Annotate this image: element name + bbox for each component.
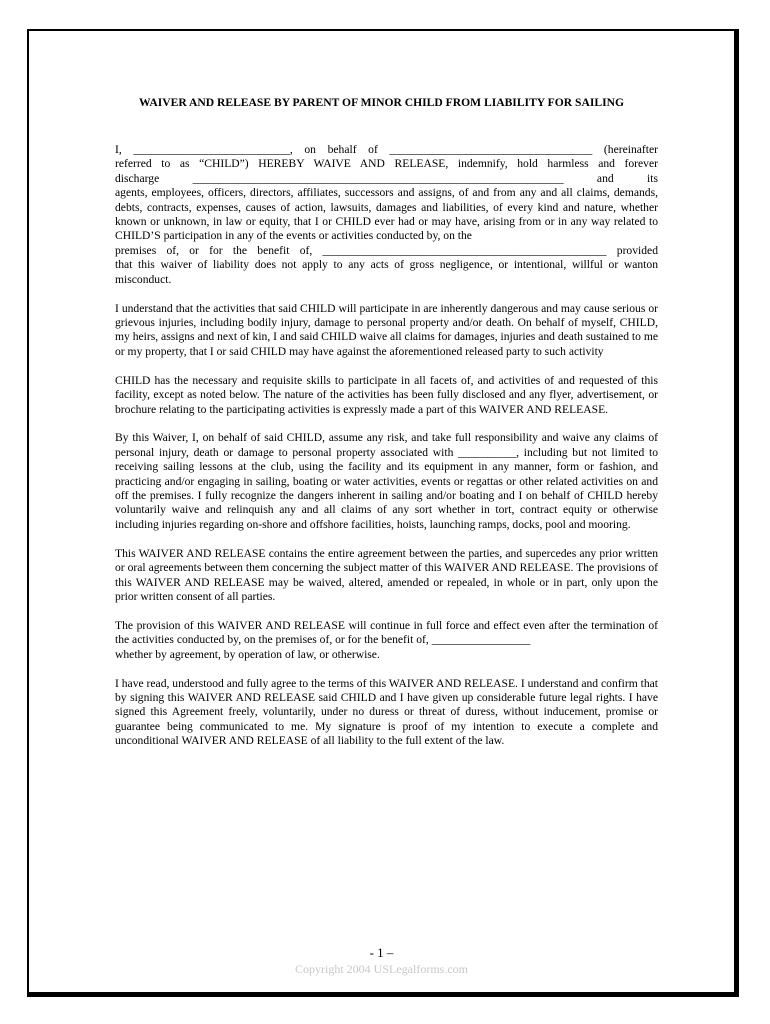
copyright-notice: Copyright 2004 USLegalforms.com: [295, 962, 468, 976]
p1-line-3: discharge ________________________________________________________________ and its: [115, 171, 658, 185]
paragraph-7: I have read, understood and fully agree to the terms of this WAIVER AND RELEASE. I understand and confirm that by signing this WAIVER AND RELEASE said CHILD and I have given up considerable future legal rights. I have signed this Agreement freely, voluntarily, under no duress or threat of duress, without inducement, promise or guarantee being communicated to me. My signature is proof of my intention to execute a complete and unconditional WAIVER AND RELEASE of all liability to the full extent of the law.: [115, 676, 658, 748]
document-page: [27, 29, 739, 997]
p1-line-5: premises of, or for the benefit of, _________________________________________________ provided: [115, 243, 658, 257]
p6-line-2: whether by agreement, by operation of law, or otherwise.: [115, 647, 380, 661]
paragraph-5: This WAIVER AND RELEASE contains the entire agreement between the parties, and supercedes any prior written or oral agreements between them concerning the subject matter of this WAIVER AND RELEASE. The provisions of this WAIVER AND RELEASE may be waived, altered, amended or repealed, in whole or in part, only upon the prior written consent of all parties.: [115, 546, 658, 603]
paragraph-1: [115, 143, 658, 287]
paragraph-4: By this Waiver, I, on behalf of said CHILD, assume any risk, and take full responsibility and waive any claims of personal injury, death or damage to personal property associated with __________, including but not limited to receiving sailing lessons at the club, using the facility and its equipment in any manner, form or fashion, and practicing and/or engaging in sailing, boating or water activities, events or regattas or other related activities on and off the premises. I fully recognize the dangers inherent in sailing and/or boating and I on behalf of CHILD hereby voluntarily waive and relinquish any and all claims of any sort whether in tort, contract equity or otherwise including injuries regarding on-shore and offshore facilities, hoists, launching ramps, docks, pool and mooring.: [115, 431, 658, 531]
p1-line-2: referred to as “CHILD”) HEREBY WAIVE AND RELEASE, indemnify, hold harmless and forever: [115, 157, 658, 171]
paragraph-2: I understand that the activities that said CHILD will participate in are inherently dangerous and may cause serious or grievous injuries, including bodily injury, damage to personal property and/or death. On behalf of myself, CHILD, my heirs, assigns and next of kin, I and said CHILD waive all claims for damages, injuries and death sustained to me or my property, that I or said CHILD may have against the aforementioned released party to such activity: [115, 301, 658, 358]
paragraph-3: CHILD has the necessary and requisite skills to participate in all facets of, and activities of and requested of this facility, except as noted below. The nature of the activities has been fully disclosed and any flyer, advertisement, or brochure relating to the participating activities is expressly made a part of this WAIVER AND RELEASE.: [115, 373, 658, 416]
document-title: WAIVER AND RELEASE BY PARENT OF MINOR CHILD FROM LIABILITY FOR SAILING: [139, 96, 624, 109]
page-number: - 1 –: [369, 945, 394, 960]
p6-line-1: The provision of this WAIVER AND RELEASE will continue in full force and effect even after the termination of the activities conducted by, on the premises of, or for the benefit of, _________________: [115, 618, 658, 647]
paragraph-6: [115, 619, 658, 662]
p1-line-1: I, ___________________________, on behalf of ___________________________________ (hereinafter: [115, 143, 658, 156]
p1-line-6: that this waiver of liability does not apply to any acts of gross negligence, or intentional, willful or wanton misconduct.: [115, 258, 658, 286]
p1-line-4: agents, employees, officers, directors, affiliates, successors and assigns, of and from any and all claims, demands, debts, contracts, expenses, causes of action, lawsuits, damages and liabilities, of every kind and nature, whether known or unknown, in law or equity, that I or CHILD ever had or may have, arising from or in any way related to CHILD’S participation in any of the events or activities conducted by, on the: [115, 186, 658, 243]
document-body: [115, 143, 658, 763]
